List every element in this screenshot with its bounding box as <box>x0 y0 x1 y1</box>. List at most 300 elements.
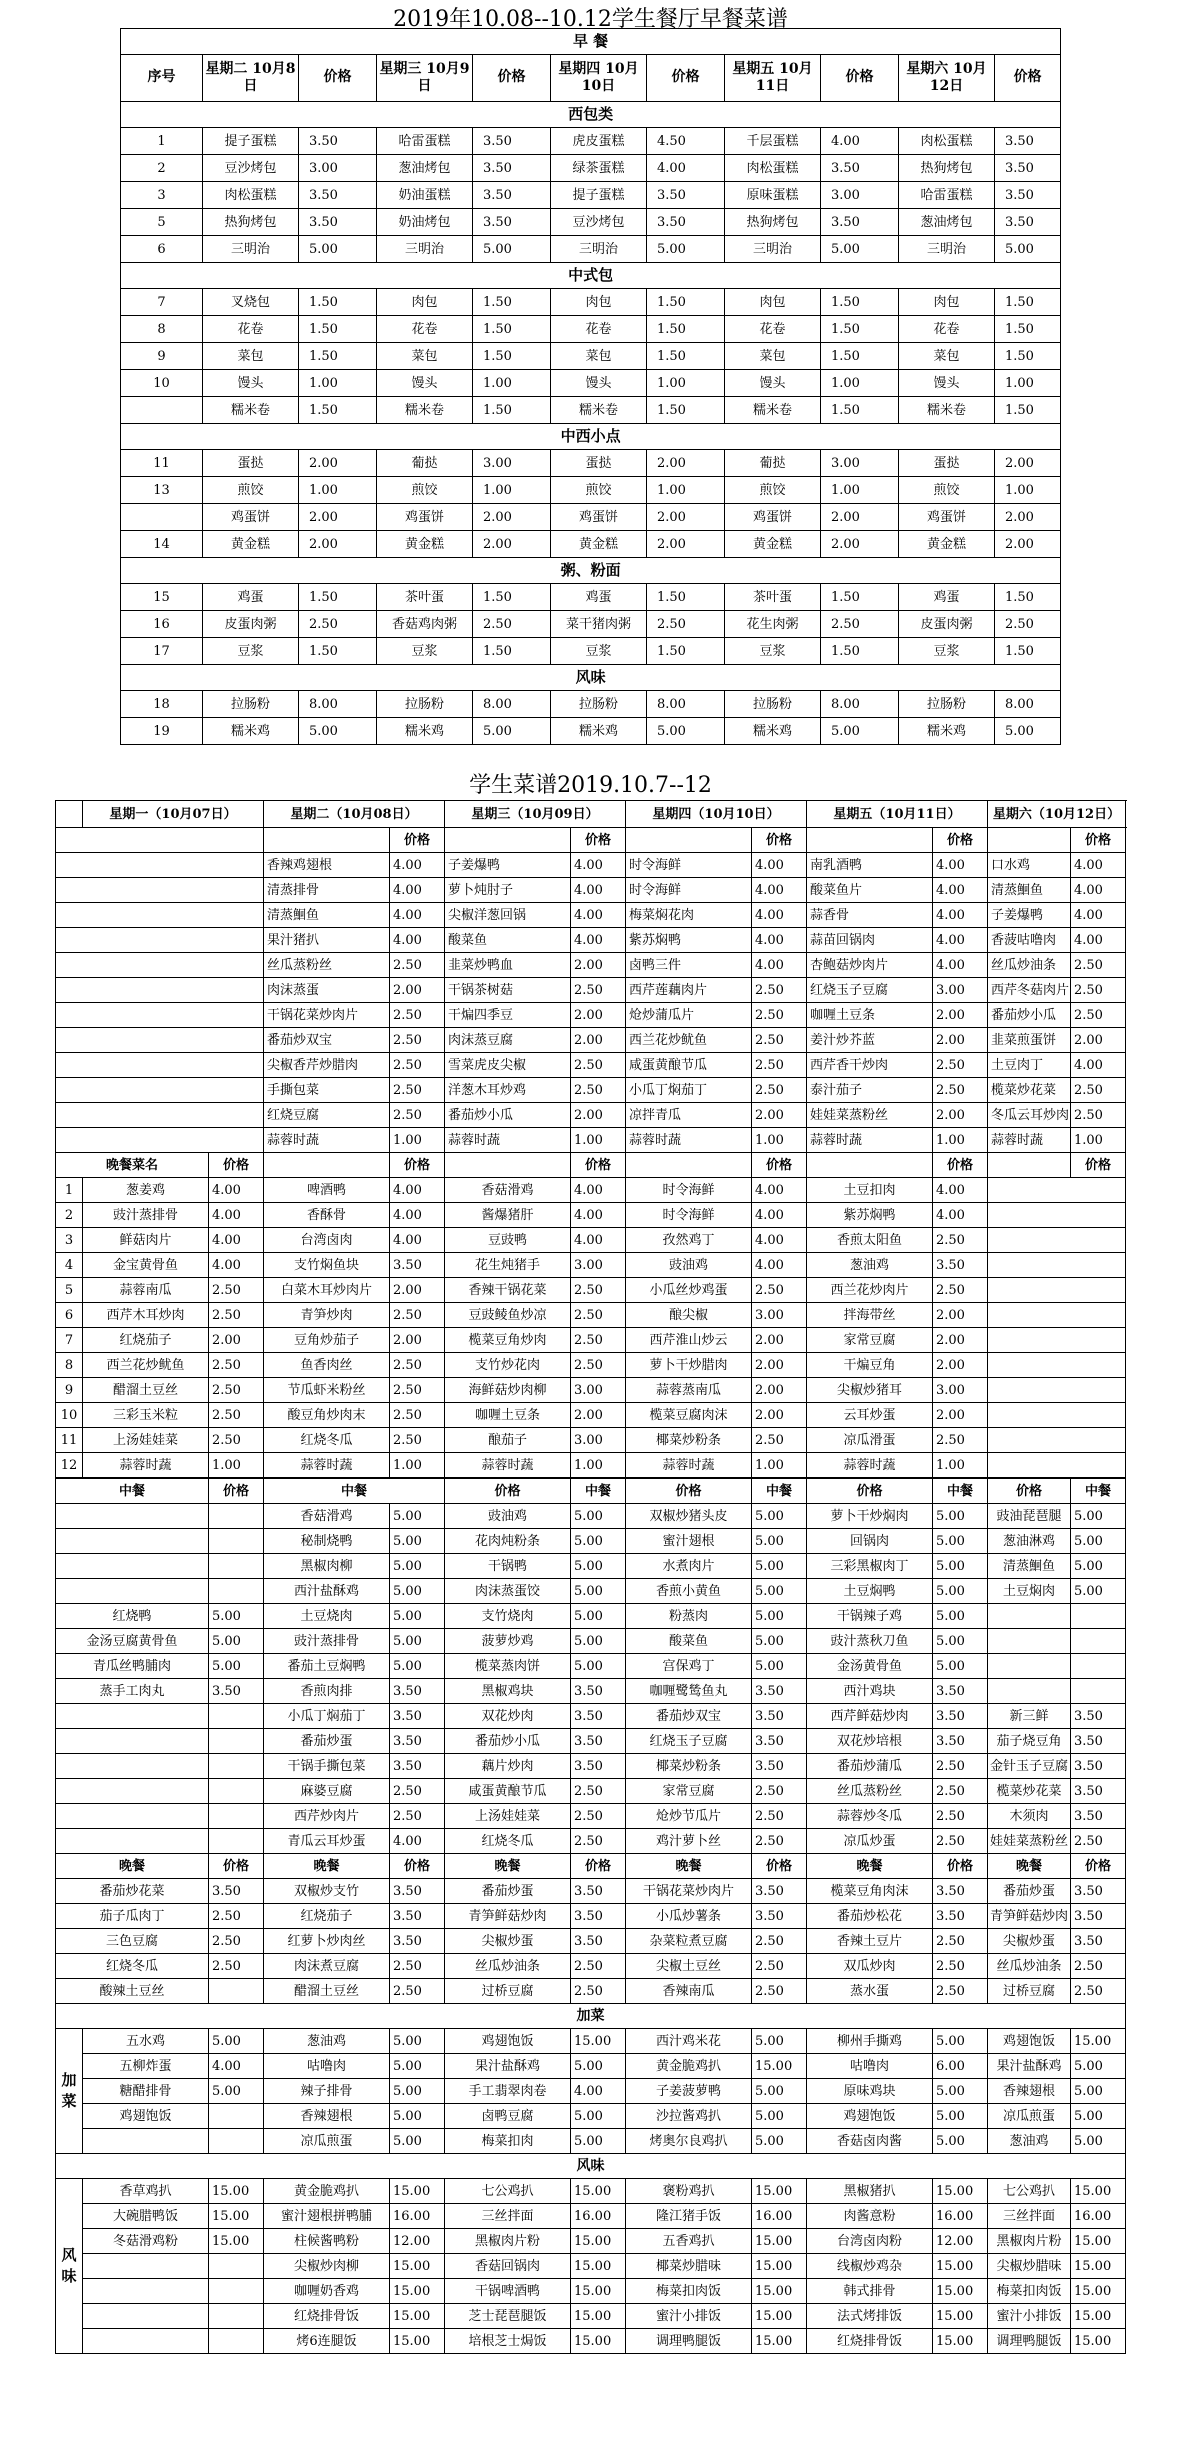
dish-price: 2.00 <box>571 953 626 978</box>
dish-name: 蒜蓉时蔬 <box>264 1128 390 1153</box>
dish-price: 5.00 <box>390 2079 445 2104</box>
dish-price: 2.50 <box>390 1103 445 1128</box>
dish-price: 2.50 <box>571 978 626 1003</box>
dish-name: 豆沙烤包 <box>203 155 299 182</box>
dish-name: 哈雷蛋糕 <box>377 128 473 155</box>
dish-name: 宫保鸡丁 <box>626 1654 752 1679</box>
dish-name: 干锅啤酒鸭 <box>445 2279 571 2304</box>
student-menu-title: 学生菜谱2019.10.7--12 <box>469 773 712 798</box>
dish-price: 2.50 <box>933 1929 988 1954</box>
section-title: 中式包 <box>121 263 1061 289</box>
dish-price: 2.50 <box>571 1353 626 1378</box>
dish-price: 15.00 <box>390 2304 445 2329</box>
dish-name: 葱姜鸡 <box>83 1178 209 1203</box>
breakfast-title: 2019年10.08--10.12学生餐厅早餐菜谱 <box>393 7 788 32</box>
dish-price: 4.00 <box>752 1203 807 1228</box>
menu-row <box>56 1704 1126 1729</box>
dish-name <box>83 2129 209 2154</box>
dish-price: 2.50 <box>752 1804 807 1829</box>
dish-price: 1.50 <box>647 316 725 343</box>
table-cell <box>988 1178 1126 1203</box>
dish-name: 鸡汁萝卜丝 <box>626 1829 752 1854</box>
dish-price: 2.50 <box>209 1278 264 1303</box>
dish-price: 3.50 <box>1071 1704 1126 1729</box>
dish-price: 15.00 <box>1071 2329 1126 2354</box>
dish-price: 4.00 <box>1071 903 1126 928</box>
dish-price: 5.00 <box>933 2129 988 2154</box>
dish-name: 葱油烤包 <box>899 209 995 236</box>
dish-price: 15.00 <box>390 2279 445 2304</box>
row-number: 4 <box>56 1253 83 1278</box>
dish-name: 蒜蓉时蔬 <box>83 1453 209 1479</box>
dish-name: 热狗烤包 <box>203 209 299 236</box>
dish-name: 原味鸡块 <box>807 2079 933 2104</box>
dish-price: 2.50 <box>390 1378 445 1403</box>
dish-price: 2.00 <box>752 1378 807 1403</box>
dish-name: 红烧排骨饭 <box>264 2304 390 2329</box>
dish-name: 提子蛋糕 <box>551 182 647 209</box>
dish-price: 2.00 <box>473 504 551 531</box>
dish-name: 黄金糕 <box>377 531 473 558</box>
dish-price: 5.00 <box>647 718 725 745</box>
menu-row <box>56 953 1126 978</box>
dish-price: 16.00 <box>933 2204 988 2229</box>
dish-name: 咕噜肉 <box>264 2054 390 2079</box>
dish-name: 黄金糕 <box>551 531 647 558</box>
dish-price: 8.00 <box>299 691 377 718</box>
breakfast-banner: 早 餐 <box>121 29 1061 55</box>
table-cell <box>56 1053 264 1078</box>
dish-name: 五香鸡扒 <box>626 2229 752 2254</box>
dish-price: 1.50 <box>299 638 377 665</box>
dish-price: 5.00 <box>390 2104 445 2129</box>
dish-name: 尖椒洋葱回锅 <box>445 903 571 928</box>
dish-name: 啤酒鸭 <box>264 1178 390 1203</box>
menu-row <box>121 397 1061 424</box>
dish-name: 尖椒炒蛋 <box>445 1929 571 1954</box>
section-row <box>121 424 1061 450</box>
dish-name: 水煮肉片 <box>626 1554 752 1579</box>
row-number: 17 <box>121 638 203 665</box>
dish-price: 2.00 <box>995 531 1061 558</box>
table-cell <box>626 1153 752 1178</box>
dish-price: 2.50 <box>933 1228 988 1253</box>
dish-price: 15.00 <box>752 2304 807 2329</box>
section-title: 风味 <box>121 665 1061 691</box>
dish-name: 榄菜豆角炒肉 <box>445 1328 571 1353</box>
dish-name: 过桥豆腐 <box>445 1979 571 2004</box>
dish-name: 提子蛋糕 <box>203 128 299 155</box>
dish-name <box>988 1654 1071 1679</box>
dish-name: 柱候酱鸭粉 <box>264 2229 390 2254</box>
dish-name: 糯米卷 <box>551 397 647 424</box>
dish-price: 5.00 <box>933 1554 988 1579</box>
dish-name: 皮蛋肉粥 <box>203 611 299 638</box>
dish-name: 香酥骨 <box>264 1203 390 1228</box>
table-cell <box>988 1253 1126 1278</box>
menu-row <box>121 584 1061 611</box>
dish-price: 15.00 <box>1071 2279 1126 2304</box>
dish-price: 5.00 <box>1071 2079 1126 2104</box>
dish-price: 2.50 <box>571 1804 626 1829</box>
dish-price: 2.50 <box>390 1804 445 1829</box>
dish-price: 2.50 <box>933 1829 988 1854</box>
dish-name: 南乳酒鸭 <box>807 853 933 878</box>
price-header-row <box>56 828 1126 853</box>
dish-price: 1.00 <box>209 1453 264 1479</box>
dish-name: 红烧玉子豆腐 <box>807 978 933 1003</box>
table-cell <box>264 1153 390 1178</box>
dish-price: 3.00 <box>821 450 899 477</box>
dish-name: 香辣翅根 <box>988 2079 1071 2104</box>
menu-row <box>56 1253 1126 1278</box>
dish-price: 1.50 <box>821 397 899 424</box>
dish-price: 5.00 <box>209 2079 264 2104</box>
menu-row <box>56 2079 1126 2104</box>
price-header: 价格 <box>571 1153 626 1178</box>
dish-price: 2.00 <box>209 1328 264 1353</box>
dish-name: 回锅肉 <box>807 1529 933 1554</box>
dish-price: 3.50 <box>752 1679 807 1704</box>
day-header: 星期二（10月08日） <box>264 801 445 828</box>
dish-price: 4.00 <box>752 1253 807 1278</box>
dish-name: 酱爆猪肝 <box>445 1203 571 1228</box>
dish-price: 2.50 <box>571 1328 626 1353</box>
dish-name: 子姜菠萝鸭 <box>626 2079 752 2104</box>
dish-name: 菜包 <box>377 343 473 370</box>
dish-name: 蒜蓉时蔬 <box>445 1128 571 1153</box>
dish-price: 5.00 <box>571 2054 626 2079</box>
dish-price: 2.50 <box>1071 1003 1126 1028</box>
dish-price: 2.00 <box>647 450 725 477</box>
menu-row <box>121 477 1061 504</box>
dish-price: 5.00 <box>821 236 899 263</box>
dish-price <box>209 2104 264 2129</box>
menu-row <box>56 1203 1126 1228</box>
dish-name: 炝炒节瓜片 <box>626 1804 752 1829</box>
dish-name: 鸡蛋饼 <box>725 504 821 531</box>
dish-name: 双瓜炒肉 <box>807 1954 933 1979</box>
dish-price: 1.50 <box>821 638 899 665</box>
dish-price: 5.00 <box>390 1579 445 1604</box>
dish-name: 子姜爆鸭 <box>988 903 1071 928</box>
column-header: 星期三 10月9日 <box>377 55 473 102</box>
dish-price: 1.50 <box>647 584 725 611</box>
dish-price: 2.50 <box>209 1954 264 1979</box>
dish-price: 15.00 <box>752 2179 807 2204</box>
menu-row <box>56 1529 1126 1554</box>
dish-price: 4.00 <box>933 903 988 928</box>
dish-name: 三明治 <box>899 236 995 263</box>
dish-price <box>1071 1679 1126 1704</box>
dish-price <box>209 2304 264 2329</box>
dish-name: 炝炒蒲瓜片 <box>626 1003 752 1028</box>
dish-name: 西汁鸡米花 <box>626 2029 752 2054</box>
dish-price: 4.00 <box>933 853 988 878</box>
dish-price: 2.50 <box>933 1954 988 1979</box>
dish-price: 1.00 <box>752 1128 807 1153</box>
student-menu-table <box>55 800 1126 2354</box>
dish-price: 1.50 <box>821 289 899 316</box>
dish-name: 萝卜炖肘子 <box>445 878 571 903</box>
dish-price: 2.50 <box>933 1078 988 1103</box>
dish-price: 12.00 <box>390 2229 445 2254</box>
dish-price: 5.00 <box>473 718 551 745</box>
dish-price: 2.00 <box>647 531 725 558</box>
dish-price: 3.50 <box>1071 1754 1126 1779</box>
dish-price: 2.50 <box>1071 1954 1126 1979</box>
column-header: 星期六 10月12日 <box>899 55 995 102</box>
dish-name: 支竹烧肉 <box>445 1604 571 1629</box>
dish-name: 皮蛋肉粥 <box>899 611 995 638</box>
dish-name <box>83 2304 209 2329</box>
dish-price: 3.50 <box>299 209 377 236</box>
dish-price: 1.50 <box>299 316 377 343</box>
dish-name: 茶叶蛋 <box>725 584 821 611</box>
dish-price <box>209 2129 264 2154</box>
dish-price: 4.00 <box>1071 928 1126 953</box>
dish-name: 丝瓜蒸粉丝 <box>264 953 390 978</box>
dish-name: 香辣土豆片 <box>807 1929 933 1954</box>
menu-row <box>121 370 1061 397</box>
dish-price: 3.50 <box>821 155 899 182</box>
dish-price: 2.00 <box>752 1403 807 1428</box>
menu-row <box>121 155 1061 182</box>
menu-row <box>56 1378 1126 1403</box>
dish-price: 3.50 <box>1071 1804 1126 1829</box>
dish-name: 馒头 <box>551 370 647 397</box>
dish-price: 15.00 <box>571 2179 626 2204</box>
dish-name <box>56 1754 209 1779</box>
price-header: 价格 <box>626 1478 752 1504</box>
dish-name: 支竹炒花肉 <box>445 1353 571 1378</box>
dish-name: 西芹炒肉片 <box>264 1804 390 1829</box>
dish-name <box>83 2279 209 2304</box>
dish-name: 馒头 <box>725 370 821 397</box>
dish-price <box>209 1729 264 1754</box>
section-title: 晚餐 <box>988 1854 1071 1879</box>
menu-row <box>56 2279 1126 2304</box>
day-header: 星期三（10月09日） <box>445 801 626 828</box>
dish-name: 凉瓜滑蛋 <box>807 1428 933 1453</box>
dish-price: 1.50 <box>473 638 551 665</box>
dish-name: 西兰花炒鱿鱼 <box>626 1028 752 1053</box>
dish-name: 蒸手工肉丸 <box>56 1679 209 1704</box>
section-title: 中餐 <box>571 1478 626 1504</box>
dish-price: 4.00 <box>933 878 988 903</box>
dish-price: 15.00 <box>571 2304 626 2329</box>
menu-row <box>56 1003 1126 1028</box>
day-header: 星期五（10月11日） <box>807 801 988 828</box>
dish-name: 白菜木耳炒肉片 <box>264 1278 390 1303</box>
dish-name: 奶油烤包 <box>377 209 473 236</box>
dish-price: 5.00 <box>752 2129 807 2154</box>
dish-price: 4.00 <box>390 903 445 928</box>
dish-price: 3.50 <box>752 1754 807 1779</box>
row-number: 11 <box>121 450 203 477</box>
dish-name: 沙拉酱鸡扒 <box>626 2104 752 2129</box>
dish-price: 4.00 <box>933 1178 988 1203</box>
dish-name: 番茄炒小瓜 <box>445 1729 571 1754</box>
dish-price: 2.50 <box>933 1979 988 2004</box>
dish-name: 土豆焖鸭 <box>807 1579 933 1604</box>
dish-name: 五水鸡 <box>83 2029 209 2054</box>
dish-name: 尖椒炒肉柳 <box>264 2254 390 2279</box>
row-number: 7 <box>56 1328 83 1353</box>
dish-price: 1.00 <box>299 370 377 397</box>
dish-price: 2.50 <box>752 978 807 1003</box>
dish-price: 2.50 <box>299 611 377 638</box>
dish-price: 3.00 <box>571 1428 626 1453</box>
dish-price: 4.00 <box>571 878 626 903</box>
dish-name: 豆沙烤包 <box>551 209 647 236</box>
table-cell <box>56 1128 264 1153</box>
table-cell <box>56 1028 264 1053</box>
table-cell <box>988 1153 1071 1178</box>
dish-name: 糯米卷 <box>725 397 821 424</box>
section-title: 粥、粉面 <box>121 558 1061 584</box>
dish-name: 红烧豆腐 <box>264 1103 390 1128</box>
dish-name: 豆浆 <box>551 638 647 665</box>
dish-name: 尖椒土豆丝 <box>626 1954 752 1979</box>
dish-price: 2.00 <box>390 1278 445 1303</box>
dish-name: 三明治 <box>203 236 299 263</box>
menu-row <box>56 1504 1126 1529</box>
menu-row <box>121 289 1061 316</box>
dish-price: 5.00 <box>933 1529 988 1554</box>
menu-row <box>56 1278 1126 1303</box>
dish-price: 5.00 <box>1071 1529 1126 1554</box>
dish-price: 2.50 <box>995 611 1061 638</box>
dish-name: 豉油鸡 <box>626 1253 752 1278</box>
dish-price: 5.00 <box>933 2029 988 2054</box>
dish-name: 鸡翅饱饭 <box>445 2029 571 2054</box>
dish-name: 红烧排骨饭 <box>807 2329 933 2354</box>
dish-name: 尖椒香芹炒腊肉 <box>264 1053 390 1078</box>
dish-name: 家常豆腐 <box>807 1328 933 1353</box>
dish-name: 凉拌青瓜 <box>626 1103 752 1128</box>
dish-price: 3.50 <box>933 1729 988 1754</box>
dish-name: 酸菜鱼片 <box>807 878 933 903</box>
row-number: 8 <box>121 316 203 343</box>
dish-name: 尖椒炒腊味 <box>988 2254 1071 2279</box>
dish-price: 4.00 <box>821 128 899 155</box>
dish-name: 双椒炒支竹 <box>264 1879 390 1904</box>
dish-price: 3.50 <box>1071 1929 1126 1954</box>
evening-header-row <box>56 1153 1126 1178</box>
dish-price: 4.00 <box>209 1203 264 1228</box>
dish-name: 花卷 <box>899 316 995 343</box>
table-cell <box>988 1403 1126 1428</box>
dish-name: 榄菜豆角肉沫 <box>807 1879 933 1904</box>
day-header: 星期六（10月12日） <box>988 801 1126 828</box>
table-cell <box>807 1153 933 1178</box>
dish-name <box>56 1529 209 1554</box>
dish-name: 肉沫蒸蛋饺 <box>445 1579 571 1604</box>
dish-name: 番茄炒松花 <box>807 1904 933 1929</box>
dish-name: 番茄炒蛋 <box>264 1729 390 1754</box>
dish-price: 5.00 <box>752 2079 807 2104</box>
dish-name: 葱油鸡 <box>264 2029 390 2054</box>
section-row <box>121 558 1061 584</box>
dish-price: 4.00 <box>390 853 445 878</box>
dish-name: 酿茄子 <box>445 1428 571 1453</box>
dish-price: 5.00 <box>209 1654 264 1679</box>
dish-name: 豉汁蒸排骨 <box>83 1203 209 1228</box>
dish-name: 豉油鸡 <box>445 1504 571 1529</box>
dish-name: 奶油蛋糕 <box>377 182 473 209</box>
menu-row <box>56 2129 1126 2154</box>
dish-name: 蒜蓉南瓜 <box>83 1278 209 1303</box>
dish-price: 3.50 <box>390 1754 445 1779</box>
dish-name: 尖椒炒猪耳 <box>807 1378 933 1403</box>
dish-name: 豆角炒茄子 <box>264 1328 390 1353</box>
dish-price: 2.50 <box>647 611 725 638</box>
price-header: 价格 <box>571 1854 626 1879</box>
dish-price: 5.00 <box>390 1654 445 1679</box>
price-header: 价格 <box>988 1478 1071 1504</box>
dish-name: 肉沫煮豆腐 <box>264 1954 390 1979</box>
dish-name: 葡挞 <box>725 450 821 477</box>
dish-price: 1.50 <box>647 638 725 665</box>
section-row <box>121 263 1061 289</box>
dish-price: 3.50 <box>995 209 1061 236</box>
table-cell <box>264 828 390 853</box>
dish-name: 红烧玉子豆腐 <box>626 1729 752 1754</box>
dish-price: 3.50 <box>995 182 1061 209</box>
dish-name: 隆江猪手饭 <box>626 2204 752 2229</box>
day-header: 星期四（10月10日） <box>626 801 807 828</box>
dish-name: 海鲜菇炒肉柳 <box>445 1378 571 1403</box>
menu-row <box>56 1579 1126 1604</box>
table-cell <box>56 953 264 978</box>
dish-name: 小瓜丁焖茄丁 <box>264 1704 390 1729</box>
menu-row <box>56 1353 1126 1378</box>
dish-name: 土豆烧肉 <box>264 1604 390 1629</box>
dish-name: 木须肉 <box>988 1804 1071 1829</box>
dish-name: 葱油鸡 <box>988 2129 1071 2154</box>
dish-name: 黄金脆鸡扒 <box>264 2179 390 2204</box>
dish-name: 鸡蛋饼 <box>899 504 995 531</box>
dish-name: 三明治 <box>551 236 647 263</box>
dish-name: 台湾卤肉粉 <box>807 2229 933 2254</box>
menu-row <box>56 1554 1126 1579</box>
price-header: 价格 <box>807 1478 933 1504</box>
dish-price: 3.50 <box>933 1679 988 1704</box>
dish-name: 泰汁茄子 <box>807 1078 933 1103</box>
dish-price <box>209 2329 264 2354</box>
column-header: 序号 <box>121 55 203 102</box>
dish-price: 2.00 <box>995 504 1061 531</box>
dish-price: 15.00 <box>1071 2179 1126 2204</box>
dish-price: 2.00 <box>995 450 1061 477</box>
dish-name: 花卷 <box>725 316 821 343</box>
dish-price: 5.00 <box>752 2029 807 2054</box>
menu-row <box>121 504 1061 531</box>
dish-price: 1.00 <box>473 477 551 504</box>
table-cell <box>56 878 264 903</box>
dish-price <box>1071 1654 1126 1679</box>
dish-price: 4.00 <box>209 1178 264 1203</box>
dish-price: 2.50 <box>209 1428 264 1453</box>
dish-name: 土豆焖肉 <box>988 1579 1071 1604</box>
menu-row <box>56 1679 1126 1704</box>
row-number: 1 <box>121 128 203 155</box>
table-cell <box>988 1328 1126 1353</box>
dish-price: 4.00 <box>390 1178 445 1203</box>
table-cell <box>988 1278 1126 1303</box>
dish-price: 2.00 <box>647 504 725 531</box>
